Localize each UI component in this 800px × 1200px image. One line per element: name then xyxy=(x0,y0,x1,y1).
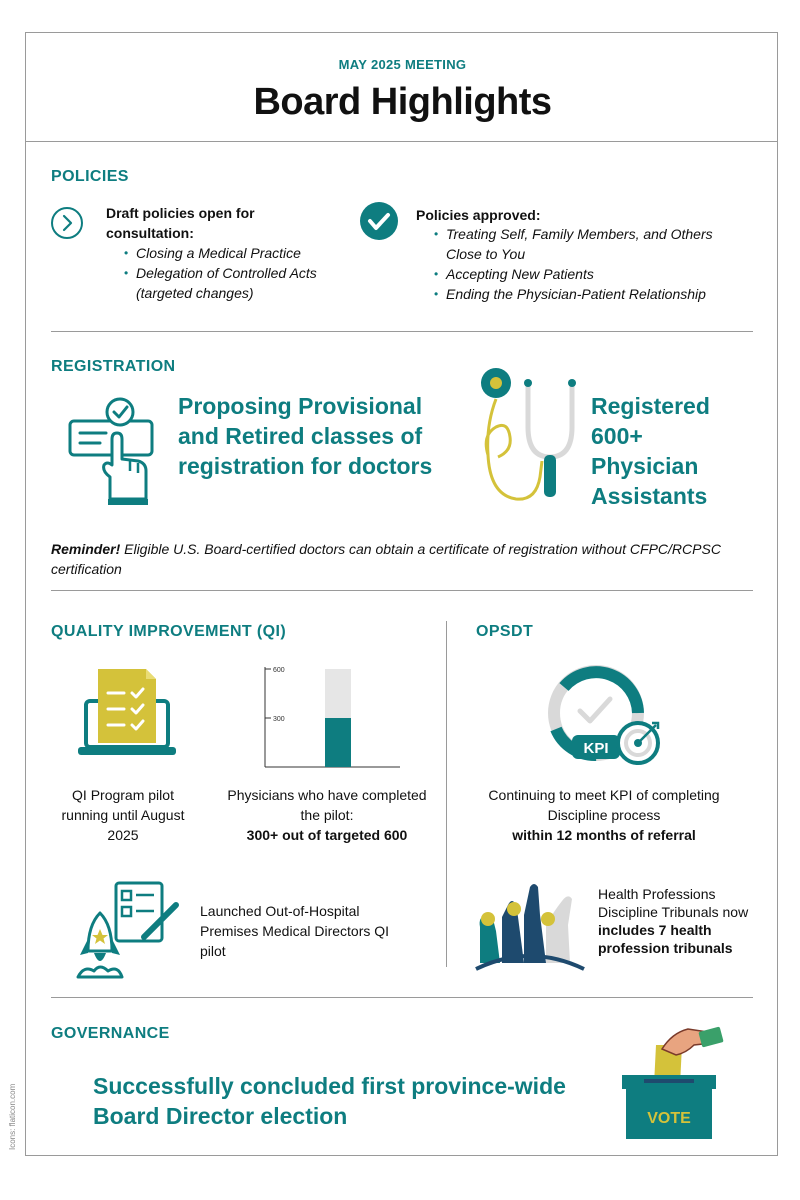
divider xyxy=(26,141,777,142)
divider xyxy=(51,590,753,591)
policies-heading: POLICIES xyxy=(51,168,129,185)
infographic-frame xyxy=(25,32,778,1156)
stethoscope-icon xyxy=(474,365,584,515)
approved-policy-item: • Accepting New Patients xyxy=(434,264,734,284)
y-tick-label: 600 xyxy=(273,667,285,674)
approved-policies-title: Policies approved: xyxy=(416,207,541,223)
y-tick-label: 300 xyxy=(273,716,285,723)
vote-label: VOTE xyxy=(647,1110,691,1127)
divider xyxy=(51,997,753,998)
chevron-right-circle-icon xyxy=(50,206,84,240)
qi-progress-bar-chart xyxy=(248,661,408,773)
divider xyxy=(51,331,753,332)
approved-policy-item: • Ending the Physician-Patient Relationship xyxy=(434,284,734,304)
icons-credit: Icons: flaticon.com xyxy=(8,1083,17,1150)
draft-policies-title: Draft policies open for consultation: xyxy=(106,205,255,241)
qi-heading: QUALITY IMPROVEMENT (QI) xyxy=(51,623,287,640)
registration-reminder xyxy=(51,539,753,579)
draft-policy-item: • Delegation of Controlled Acts (targeted changes) xyxy=(124,263,344,303)
registered-pa-text: Registered 600+ Physician Assistants xyxy=(591,393,710,509)
completed-bar xyxy=(325,718,351,767)
kpi-target-icon xyxy=(538,657,668,769)
tribunal-description xyxy=(598,885,758,957)
qi-completed-value: 300+ out of targeted 600 xyxy=(246,827,408,843)
reminder-label: Reminder! xyxy=(51,541,121,557)
governance-text: Successfully concluded first province-wide Board Director election xyxy=(93,1073,566,1129)
touch-screen-check-icon xyxy=(66,395,162,507)
checkmark-circle-icon xyxy=(359,201,399,241)
reminder-text: Eligible U.S. Board-certified doctors can obtain a certificate of registration without CFPC/RCPSC certification xyxy=(51,541,721,577)
page-title: Board Highlights xyxy=(253,81,552,123)
draft-policies-list xyxy=(124,243,344,303)
kpi-description xyxy=(464,785,744,845)
rocket-checklist-icon xyxy=(74,879,186,983)
meeting-kicker: MAY 2025 MEETING xyxy=(338,57,467,72)
approved-policy-item: • Treating Self, Family Members, and Others Close to You xyxy=(434,224,734,264)
registration-proposal-text: Proposing Provisional and Retired classes of registration for doctors xyxy=(178,393,433,479)
raised-hands-icon xyxy=(474,881,586,971)
kpi-label: KPI xyxy=(583,740,609,757)
qi-pilot-text: QI Program pilot running until August 2025 xyxy=(61,787,185,843)
kpi-text: Continuing to meet KPI of completing Discipline process xyxy=(488,787,720,823)
kpi-bold-text: within 12 months of referral xyxy=(512,827,696,843)
governance-heading: GOVERNANCE xyxy=(51,1025,170,1042)
qi-completed-text xyxy=(222,785,432,845)
registration-heading: REGISTRATION xyxy=(51,358,176,375)
approved-policies-list xyxy=(434,224,734,304)
qi-completed-label: Physicians who have completed the pilot: xyxy=(227,787,427,823)
tribunal-text: Health Professions Discipline Tribunals now xyxy=(598,886,749,920)
tribunal-bold-text: includes 7 health profession tribunals xyxy=(598,922,733,956)
ballot-box-icon xyxy=(616,1025,728,1143)
laptop-checklist-icon xyxy=(76,665,178,759)
qi-launched-text: Launched Out-of-Hospital Premises Medical Directors QI pilot xyxy=(200,903,390,959)
opsdt-heading: OPSDT xyxy=(476,623,534,640)
draft-policy-item: • Closing a Medical Practice xyxy=(124,243,344,263)
column-divider xyxy=(446,621,447,967)
